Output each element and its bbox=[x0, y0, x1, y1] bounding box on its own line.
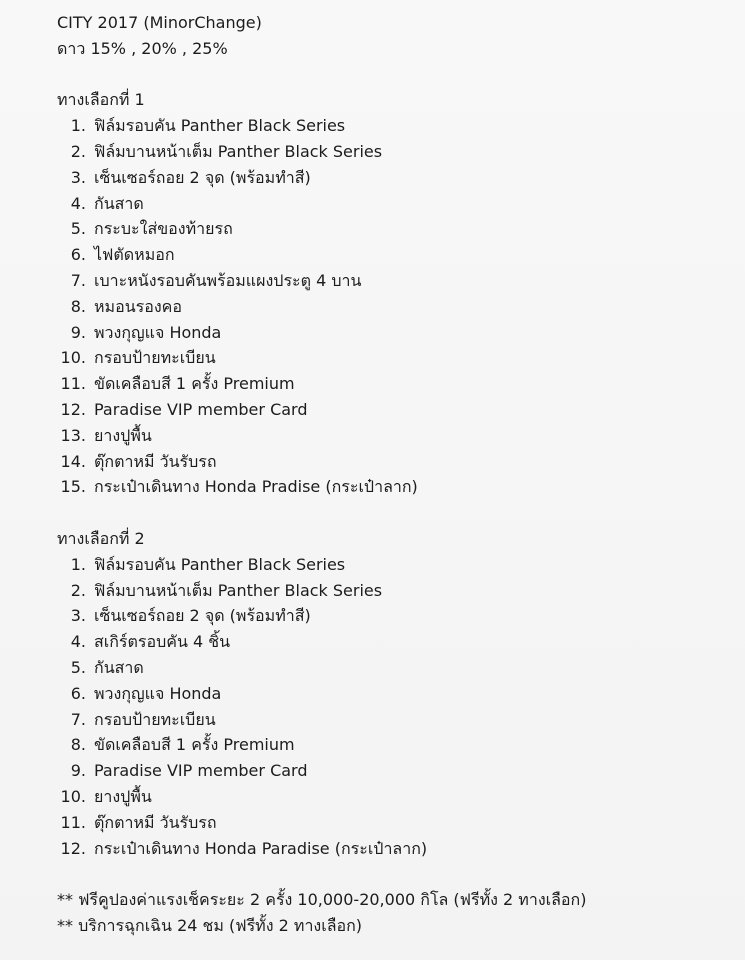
list-item: 3. เซ็นเซอร์ถอย 2 จุด (พร้อมทำสี) bbox=[70, 167, 311, 187]
note-free-service-coupon: ** ฟรีคูปองค่าแรงเช็คระยะ 2 ครั้ง 10,000-20,000 กิโล (ฟรีทั้ง 2 ทางเลือก) bbox=[57, 890, 587, 910]
list-item: 4. สเกิร์ตรอบคัน 4 ชิ้น bbox=[70, 632, 231, 652]
option-1-title: ทางเลือกที่ 1 bbox=[57, 90, 145, 110]
list-item: 1. ฟิล์มรอบคัน Panther Black Series bbox=[70, 116, 346, 136]
list-item: 14. ตุ๊กตาหมี วันรับรถ bbox=[60, 451, 217, 471]
spacer bbox=[57, 62, 737, 88]
list-item: 11. ตุ๊กตาหมี วันรับรถ bbox=[60, 812, 217, 832]
list-item: 10. ยางปูพื้น bbox=[60, 786, 152, 806]
list-item: 11. ขัดเคลือบสี 1 ครั้ง Premium bbox=[60, 374, 295, 394]
option-2-list bbox=[57, 552, 737, 862]
option-2-title: ทางเลือกที่ 2 bbox=[57, 528, 145, 548]
list-item: 12. กระเป๋าเดินทาง Honda Paradise (กระเป๋าลาก) bbox=[60, 838, 428, 858]
list-item: 8. ขัดเคลือบสี 1 ครั้ง Premium bbox=[70, 735, 295, 755]
down-payment-line: ดาว 15% , 20% , 25% bbox=[57, 38, 228, 58]
spacer bbox=[57, 500, 737, 526]
list-item: 9. พวงกุญแจ Honda bbox=[70, 322, 222, 342]
list-item: 10. กรอบป้ายทะเบียน bbox=[60, 348, 216, 368]
list-item: 7. เบาะหนังรอบคันพร้อมแผงประตู 4 บาน bbox=[70, 270, 362, 290]
list-item: 6. พวงกุญแจ Honda bbox=[70, 683, 222, 703]
promotion-document bbox=[57, 10, 737, 939]
list-item: 15. กระเป๋าเดินทาง Honda Pradise (กระเป๋าลาก) bbox=[60, 477, 418, 497]
list-item: 1. ฟิล์มรอบคัน Panther Black Series bbox=[70, 554, 346, 574]
list-item: 5. กระบะใส่ของท้ายรถ bbox=[70, 219, 233, 239]
list-item: 12. Paradise VIP member Card bbox=[60, 399, 308, 419]
list-item: 9. Paradise VIP member Card bbox=[70, 761, 308, 781]
list-item: 7. กรอบป้ายทะเบียน bbox=[70, 709, 216, 729]
option-1-list bbox=[57, 113, 737, 500]
list-item: 5. กันสาด bbox=[70, 657, 144, 677]
list-item: 4. กันสาด bbox=[70, 193, 144, 213]
list-item: 6. ไฟตัดหมอก bbox=[70, 245, 175, 265]
list-item: 3. เซ็นเซอร์ถอย 2 จุด (พร้อมทำสี) bbox=[70, 606, 311, 626]
note-emergency-service: ** บริการฉุกเฉิน 24 ชม (ฟรีทั้ง 2 ทางเลือก) bbox=[57, 915, 363, 935]
car-model-title: CITY 2017 (MinorChange) bbox=[57, 13, 262, 32]
spacer bbox=[57, 861, 737, 887]
list-item: 2. ฟิล์มบานหน้าเต็ม Panther Black Series bbox=[70, 141, 383, 161]
list-item: 13. ยางปูพื้น bbox=[60, 425, 152, 445]
list-item: 8. หมอนรองคอ bbox=[70, 296, 182, 316]
list-item: 2. ฟิล์มบานหน้าเต็ม Panther Black Series bbox=[70, 580, 383, 600]
